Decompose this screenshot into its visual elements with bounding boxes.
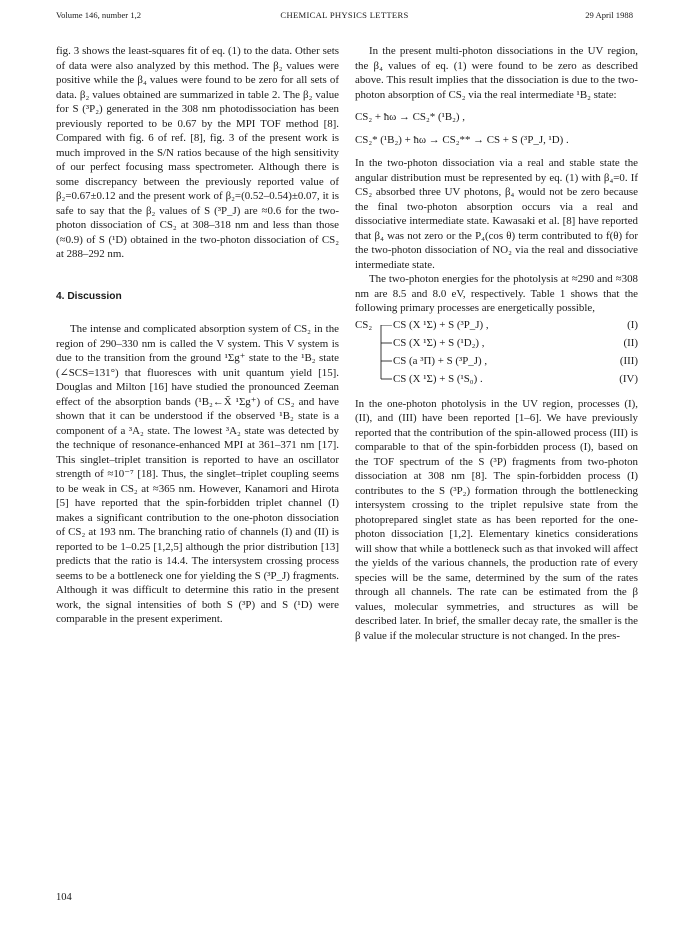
channel-II-label: (II) <box>623 336 638 349</box>
paragraph-one-photon-photolysis: In the one-photon photolysis in the UV region, processes (I), (II), and (III) have been reported [1–6]. We have previously reported that the contribution of the spin-allowed process (III) is comparable to that of the spin-forbidden process (I), based on the TOF spectrum of the S (³P) fragments from two-photon dissociation at 308 nm [8]. The spin-forbidden process (I) contributes to the S (³P₂) formation through the bottlenecking intersystem crossing to the triplet repulsive state from the photoprepared singlet state as has been reported for the one-photon dissociation [1,2]. Elementary kinetics considerations will show that while a bottleneck such as that invoked will affect the yields of the various channels, the production rate of every species will be the same, determined by the sum of the rates through all channels. The rate can be estimated from the β values, molecular symmetries, and structures as will be described later. In brief, the smaller decay rate, the smaller is the β value if the molecular structure is not changed. In the pres- <box>355 397 638 642</box>
channel-IV-label: (IV) <box>619 372 638 385</box>
running-header <box>56 10 633 24</box>
paragraph-multiphoton: In the present multi-photon dissociations in the UV region, the β₄ values of eq. (1) were found to be zero as described above. This result implies that the dissociation is due to the two-photon absorption of CS₂ via the real intermediate ¹B₂ state: <box>355 45 638 101</box>
scheme-reactant: CS₂ <box>355 318 373 331</box>
section-heading-discussion: 4. Discussion <box>56 290 122 302</box>
channel-II-products: CS (X ¹Σ) + S (¹D₂) , <box>393 336 485 349</box>
journal-title: CHEMICAL PHYSICS LETTERS <box>280 10 409 20</box>
channel-IV-products: CS (X ¹Σ) + S (¹S₀) . <box>393 372 483 385</box>
equation-2: CS₂* (¹B₂) + ħω → CS₂** → CS + S (³P_J, ¹D) . <box>355 133 569 146</box>
reaction-scheme <box>355 318 638 392</box>
equation-1: CS₂ + ħω → CS₂* (¹B₂) , <box>355 111 465 123</box>
branch-arrows-icon <box>379 325 393 387</box>
right-column <box>355 44 638 643</box>
paragraph-two-photon-energies: The two-photon energies for the photolysis at ≈290 and ≈308 nm are 8.5 and 8.0 eV, respectively. Table 1 shows that the following primary processes are energetically possible, <box>355 273 638 314</box>
paragraph-absorption-system: The intense and complicated absorption system of CS₂ in the region of 290–330 nm is called the V system. This V system is due to the transition from the ground ¹Σg⁺ state to the ¹B₂ state (∠SCS=131°) that fluoresces with unit quantum yield [15]. Douglas and Milton [16] have studied the pronounced Zeeman effect of the absorption bands (¹B₂←X̃ ¹Σg⁺) of CS₂ and have shown that it can be understood if the observed ¹B₂ state is a component of a ³A₂ state. The lowest ³A₂ state was detected by the technique of resonance-enhanced MPI at 361–371 nm [17]. This singlet–triplet transition is reported to have an oscillator strength of ≈10⁻⁷ [18]. Thus, the singlet–triplet coupling seems to be weak in CS₂ at ≈365 nm. However, Kanamori and Hirota [5] have reported that the spin-forbidden triplet channel (I) makes a significant contribution to the one-photon dissociation of CS₂ at 193 nm. The branching ratio of channels (I) and (II) is reported to be 1–0.25 [1,2,5] although the prior distribution [13] predicts that the ratio is 14.4. The intersystem crossing process seems to be a bottleneck one for yielding the S (³P_J) fragments. Although it was difficult to determine this ratio in the present work, the signal intensities of both S (³P) and S (¹D) were comparable in the present experiment. <box>56 323 339 625</box>
channel-I-products: CS (X ¹Σ) + S (³P_J) , <box>393 318 489 331</box>
journal-volume: Volume 146, number 1,2 <box>56 10 142 20</box>
channel-III-label: (III) <box>619 354 638 367</box>
channel-I-label: (I) <box>627 318 638 331</box>
publication-date: 29 April 1988 <box>585 10 633 20</box>
paragraph-fig3: fig. 3 shows the least-squares fit of eq. (1) to the data. Other sets of data were also analyzed by this method. The β₂ values were positive while the β₄ values were found to be zero for all sets of data. β₂ values obtained are summarized in table 2. The β₂ value for S (³P₂) generated in the 308 nm photodissociation has been previously reported to be 0.67 by the MPI TOF method [8]. Compared with fig. 6 of ref. [8], fig. 3 of the present work is much improved in the S/N ratios because of the high sensitivity of our perfect focusing mass spectrometer. Although there is some discrepancy between the previously reported value of β₂=0.67±0.12 and the present work of β₂=(0.52–0.54)±0.07, it is safe to say that the β₂ values of S (³P_J) are ≈0.6 for the two-photon dissociation of CS₂ at 308–318 nm and less than those (≈0.9) of S (¹D) obtained in the two-photon dissociation of CS₂ at 288–292 nm. <box>56 45 339 260</box>
paragraph-angular-distribution: In the two-photon dissociation via a real and stable state the angular distribution must be represented by eq. (1) with β₄=0. If CS₂ absorbed three UV photons, β₄ would not be zero because the final two-photon absorption occurs via a real and dissociative intermediate state. Kawasaki et al. [8] have reported that β₄ was not zero or the P₄(cos θ) term contributed to f(θ) for the two-photon dissociation of NO₂ via the real and dissociative intermediate state. <box>355 157 638 271</box>
left-column <box>56 44 339 627</box>
page-number: 104 <box>56 892 72 903</box>
channel-III-products: CS (a ³Π) + S (³P_J) , <box>393 354 488 367</box>
